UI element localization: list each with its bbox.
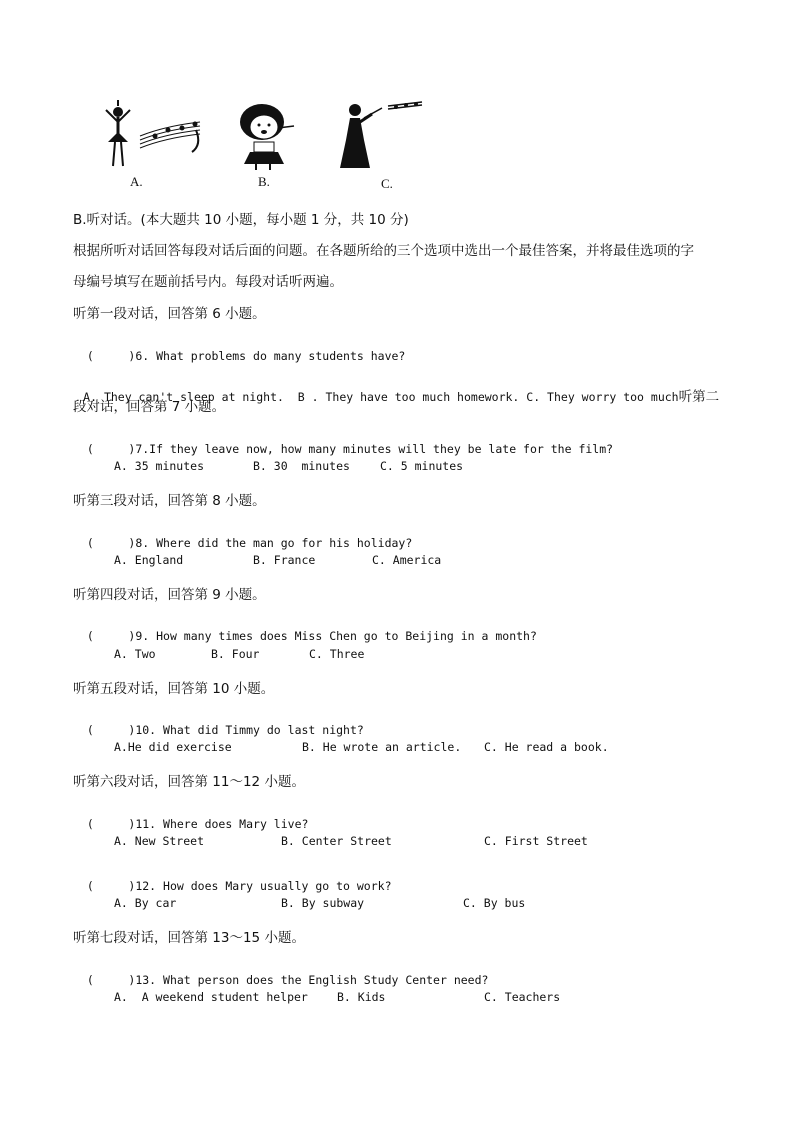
- question-13-option-c: C. Teachers: [484, 990, 561, 1004]
- question-text: 9. How many times does Miss Chen go to Beijing in a month?: [135, 629, 537, 643]
- question-7-option-a: A. 35 minutes: [114, 459, 205, 473]
- question-11: [73, 803, 308, 831]
- question-7: [73, 428, 613, 456]
- question-12-option-b: B. By subway: [281, 896, 365, 910]
- question-text: 10. What did Timmy do last night?: [135, 723, 364, 737]
- picture-b-label: B.: [258, 174, 270, 189]
- question-9-option-c: C. Three: [309, 647, 365, 661]
- picture-a-label: A.: [130, 174, 143, 189]
- section-b-heading: B.听对话。(本大题共 10 小题，每小题 1 分，共 10 分): [73, 212, 409, 228]
- answer-bracket[interactable]: ( ): [86, 349, 136, 363]
- dialogue-2-prompt-start: 听第二: [678, 389, 720, 405]
- question-7-option-c: C. 5 minutes: [380, 459, 464, 473]
- instruction-line-1: 根据所听对话回答每段对话后面的问题。在各题所给的三个选项中选出一个最佳答案，并将最佳选项的字: [73, 243, 694, 259]
- question-text: 13. What person does the English Study Center need?: [135, 973, 489, 987]
- question-10-option-a: A.He did exercise: [114, 740, 232, 754]
- question-8: [73, 522, 412, 550]
- answer-bracket[interactable]: ( ): [86, 442, 136, 456]
- dialogue-3-prompt: 听第三段对话，回答第 8 小题。: [73, 493, 266, 509]
- question-6-options-text: A. They can't sleep at night. B . They have too much homework. C. They worry too much: [83, 390, 679, 404]
- dialogue-1-prompt: 听第一段对话，回答第 6 小题。: [73, 306, 266, 322]
- question-8-option-b: B. France: [253, 553, 316, 567]
- question-11-option-a: A. New Street: [114, 834, 205, 848]
- dialogue-4-prompt: 听第四段对话，回答第 9 小题。: [73, 587, 266, 603]
- question-11-option-c: C. First Street: [484, 834, 588, 848]
- violinist-icon: [338, 100, 428, 175]
- picture-c-label: C.: [381, 176, 393, 191]
- dialogue-6-prompt: 听第六段对话，回答第 11～12 小题。: [73, 774, 305, 790]
- dialogue-5-prompt: 听第五段对话，回答第 10 小题。: [73, 681, 275, 697]
- question-10-option-c: C. He read a book.: [484, 740, 609, 754]
- answer-bracket[interactable]: ( ): [86, 629, 136, 643]
- question-7-option-b: B. 30 minutes: [253, 459, 350, 473]
- picture-a-ballet-dancer: [100, 100, 210, 195]
- answer-bracket[interactable]: ( ): [86, 723, 136, 737]
- question-8-option-c: C. America: [372, 553, 442, 567]
- question-8-option-a: A. England: [114, 553, 184, 567]
- question-text: 11. Where does Mary live?: [135, 817, 309, 831]
- question-6: [73, 335, 405, 363]
- singing-girl-icon: [232, 100, 312, 175]
- picture-b-singer: [232, 100, 342, 195]
- question-12: [73, 865, 392, 893]
- answer-bracket[interactable]: ( ): [86, 973, 136, 987]
- question-13: [73, 959, 488, 987]
- question-text: 8. Where did the man go for his holiday?: [135, 536, 413, 550]
- question-13-option-b: B. Kids: [337, 990, 386, 1004]
- question-9: [73, 615, 537, 643]
- answer-bracket[interactable]: ( ): [86, 536, 136, 550]
- question-13-option-a: A. A weekend student helper: [114, 990, 308, 1004]
- question-text: 12. How does Mary usually go to work?: [135, 879, 392, 893]
- question-12-option-c: C. By bus: [463, 896, 526, 910]
- question-9-option-a: A. Two: [114, 647, 156, 661]
- question-text: 6. What problems do many students have?: [135, 349, 406, 363]
- question-text: 7.If they leave now, how many minutes will they be late for the film?: [135, 442, 614, 456]
- question-10: [73, 709, 364, 737]
- answer-bracket[interactable]: ( ): [86, 817, 136, 831]
- dialogue-2-prompt-cont: 段对话，回答第 7 小题。: [73, 399, 226, 415]
- question-12-option-a: A. By car: [114, 896, 177, 910]
- ballet-dancer-icon: [100, 100, 210, 180]
- dialogue-7-prompt: 听第七段对话，回答第 13～15 小题。: [73, 930, 305, 946]
- picture-c-violinist: [338, 100, 448, 195]
- instruction-line-2: 母编号填写在题前括号内。每段对话听两遍。: [73, 274, 343, 290]
- answer-bracket[interactable]: ( ): [86, 879, 136, 893]
- question-9-option-b: B. Four: [211, 647, 260, 661]
- question-11-option-b: B. Center Street: [281, 834, 392, 848]
- question-10-option-b: B. He wrote an article.: [302, 740, 462, 754]
